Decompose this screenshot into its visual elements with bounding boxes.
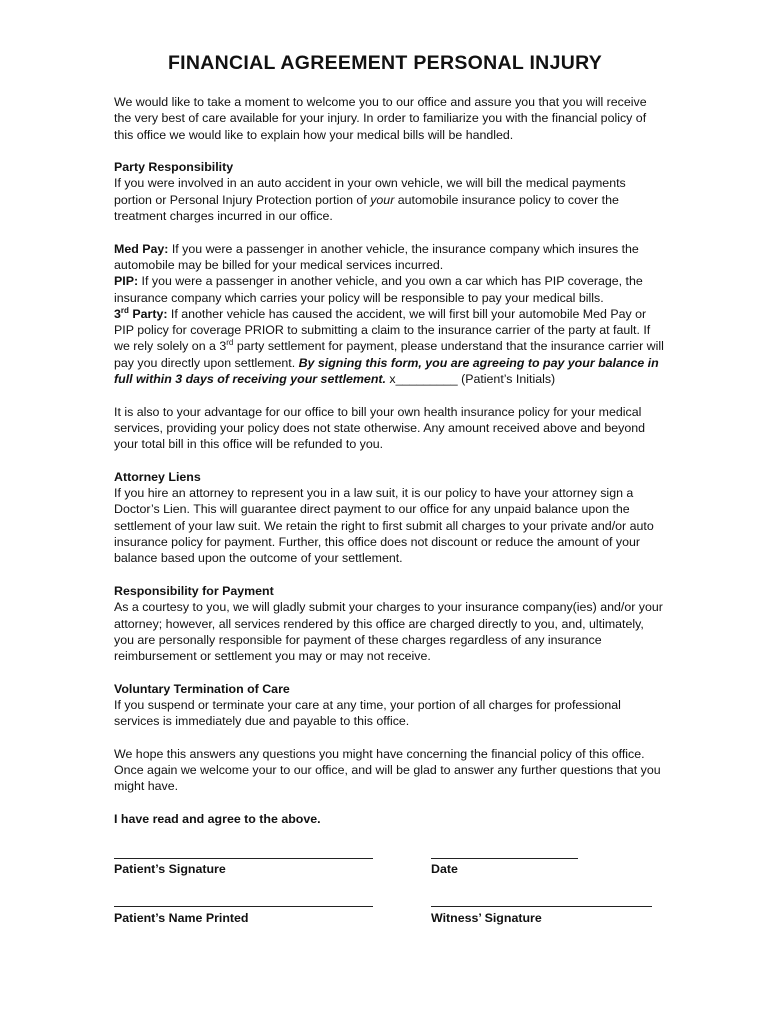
health-insurance-paragraph: It is also to your advantage for our office to bill your own health insurance policy for your medical services, providing your policy does not state otherwise. Any amount received above and beyond your total bill in this office will be refunded to you. (114, 404, 646, 452)
party-responsibility-text-a: If you were involved in an auto accident in your own vehicle, we will bill the medical payments portion or Personal Injury Protection portion of (114, 176, 626, 207)
third-party-label (114, 307, 167, 321)
pip-text: If you were a passenger in another vehicle, and you own a car which has PIP coverage, the insurance company which carries your policy will be responsible to pay your medical bills. (114, 274, 643, 305)
closing-paragraph: We hope this answers any questions you might have concerning the financial policy of this office. Once again we welcome your to our office, and will be glad to answer any further questions that you might have. (114, 746, 661, 794)
med-pay-label: Med Pay: (114, 241, 169, 256)
third-party-text-b: party settlement for payment, please understand that the insurance carrier will pay you directly upon settlement. (114, 339, 664, 370)
party-responsibility-heading: Party Responsibility (114, 160, 234, 175)
attorney-liens-section (114, 469, 664, 567)
attorney-liens-text: If you hire an attorney to represent you in a law suit, it is our policy to have your attorney sign a Doctor’s Lien. This will guarantee direct payment to our office for any unpaid balance upon the settlement of your law suit. We retain the right to first submit all charges to your private and/or auto insurance policy for payment. Further, this office does not discount or reduce the amount of your balance based upon the outcome of your settlement. (114, 486, 654, 566)
witness-signature-label: Witness’ Signature (431, 911, 542, 925)
patient-name-printed-line[interactable] (114, 906, 373, 907)
party-responsibility-section (114, 159, 664, 224)
third-party-paragraph (114, 306, 664, 387)
pip-paragraph (114, 273, 664, 306)
responsibility-payment-text: As a courtesy to you, we will gladly submit your charges to your insurance company(ies) and/or your attorney; however, all services rendered by this office are charged directly to you, and, ultimately, you are personally responsible for payment of these charges regardless of any insurance reimbursement or settlement you may or may not receive. (114, 600, 663, 664)
med-pay-text: If you were a passenger in another vehicle, the insurance company which insures the automobile may be billed for your medical services incurred. (114, 241, 639, 272)
witness-signature-line[interactable] (431, 906, 652, 907)
third-party-text-sup: rd (226, 338, 234, 348)
third-party-label-rest: Party: (128, 306, 168, 321)
patient-initials-field: x_________ (Patient’s Initials) (385, 372, 556, 387)
pip-label: PIP: (114, 274, 139, 289)
third-party-label-sup: rd (120, 305, 129, 315)
agreement-statement: By signing this form, you are agreeing to pay your balance in full within 3 days of receiving your settlement. (114, 355, 659, 387)
third-party-label-num: 3 (114, 306, 121, 321)
patient-name-printed-label: Patient’s Name Printed (114, 911, 249, 925)
attorney-liens-heading: Attorney Liens (114, 469, 201, 484)
date-label: Date (431, 862, 458, 876)
patient-signature-line[interactable] (114, 858, 373, 859)
agreement-confirmation: I have read and agree to the above. (114, 812, 321, 826)
voluntary-termination-section (114, 681, 664, 730)
intro-paragraph: We would like to take a moment to welcome you to our office and assure you that you will receive the very best of care available for your injury. In order to familiarize you with the financial policy of this office we would like to explain how your medical bills will be handled. (114, 95, 647, 142)
date-line[interactable] (431, 858, 578, 859)
document-body (114, 94, 664, 811)
third-party-text-a: If another vehicle has caused the accident, we will first bill your automobile Med Pay or PIP policy for coverage PRIOR to submitting a claim to the insurance carrier of the party at fault. If we rely solely on a 3 (114, 306, 651, 354)
med-pay-paragraph (114, 241, 664, 274)
party-responsibility-emphasis: your (370, 192, 395, 207)
responsibility-payment-section (114, 583, 664, 664)
patient-signature-label: Patient’s Signature (114, 862, 226, 876)
document-title: FINANCIAL AGREEMENT PERSONAL INJURY (167, 52, 603, 74)
voluntary-termination-text: If you suspend or terminate your care at any time, your portion of all charges for professional services is immediately due and payable to this office. (114, 697, 621, 729)
party-responsibility-text-b: automobile insurance policy to cover the treatment charges incurred in our office. (114, 192, 619, 224)
voluntary-termination-heading: Voluntary Termination of Care (114, 681, 290, 696)
responsibility-payment-heading: Responsibility for Payment (114, 583, 274, 598)
